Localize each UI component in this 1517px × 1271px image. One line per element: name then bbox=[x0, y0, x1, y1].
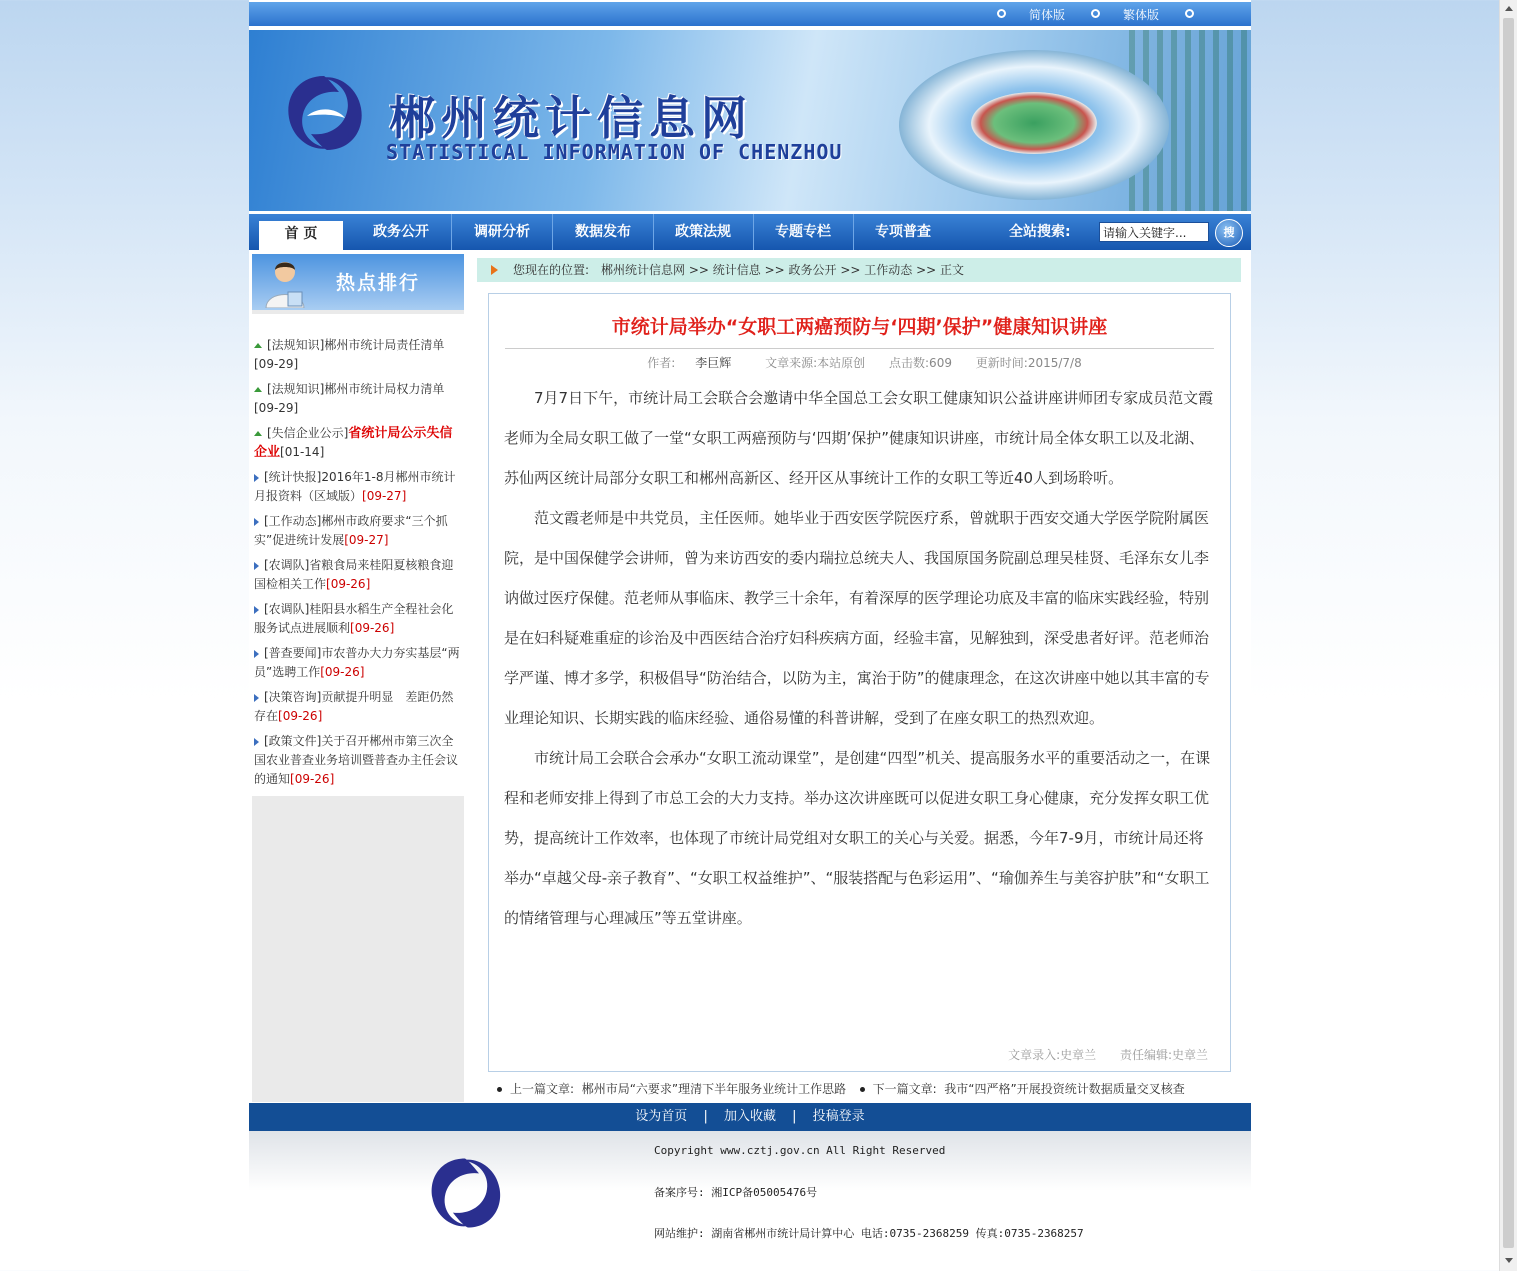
arrow-right-icon bbox=[254, 518, 259, 526]
next-label: 下一篇文章: bbox=[872, 1082, 937, 1096]
nav-data-release[interactable]: 数据发布 bbox=[553, 214, 654, 250]
list-item[interactable]: [统计快报]2016年1-8月郴州市统计月报资料（区域版）[09-27] bbox=[254, 470, 456, 503]
update-time: 更新时间:2015/7/8 bbox=[975, 356, 1082, 370]
nav-policy[interactable]: 政策法规 bbox=[653, 214, 754, 250]
author-label: 作者: bbox=[647, 356, 676, 370]
article-body bbox=[504, 378, 1214, 938]
article bbox=[488, 293, 1231, 1072]
main-nav bbox=[249, 214, 1251, 250]
list-item[interactable]: [农调队]桂阳县水稻生产全程社会化服务试点进展顺利[09-26] bbox=[254, 602, 454, 635]
list-item[interactable]: [法规知识]郴州市统计局责任清单 [09-29] bbox=[254, 338, 445, 371]
scroll-up-icon[interactable] bbox=[1505, 6, 1513, 11]
banner bbox=[249, 30, 1251, 211]
copyright: Copyright www.cztj.gov.cn All Right Reserved bbox=[654, 1144, 946, 1157]
submit-login-link[interactable]: 投稿登录 bbox=[812, 1109, 865, 1124]
nav-home[interactable]: 首 页 bbox=[259, 221, 343, 250]
simplified-link[interactable]: 简体版 bbox=[1029, 8, 1066, 22]
entered-by: 文章录入:史章兰 bbox=[1008, 1048, 1097, 1062]
list-item[interactable]: [失信企业公示]省统计局公示失信企业[01-14] bbox=[254, 426, 453, 460]
arrow-up-icon bbox=[254, 431, 262, 436]
page bbox=[249, 0, 1251, 1271]
arrow-right-icon bbox=[254, 562, 259, 570]
list-item[interactable]: [农调队]省粮食局来桂阳夏核粮食迎国检相关工作[09-26] bbox=[254, 558, 454, 591]
list-item[interactable]: [法规知识]郴州市统计局权力清单 [09-29] bbox=[254, 382, 445, 415]
nav-topics[interactable]: 专题专栏 bbox=[753, 214, 854, 250]
hot-ranking-header bbox=[252, 254, 464, 310]
sidebar bbox=[252, 254, 464, 1102]
arrow-up-icon bbox=[254, 343, 262, 348]
prev-label: 上一篇文章: bbox=[510, 1082, 575, 1096]
article-footer-meta bbox=[988, 1046, 1208, 1063]
list-item[interactable]: [决策咨询]贡献提升明显 差距仍然存在[09-26] bbox=[254, 690, 454, 723]
search-label: 全站搜索: bbox=[1009, 224, 1071, 240]
next-article-link[interactable]: 我市“四严格”开展投资统计数据质量交叉核查 bbox=[944, 1082, 1185, 1096]
click-count: 点击数:609 bbox=[889, 356, 952, 370]
scroll-thumb[interactable] bbox=[1503, 18, 1514, 1248]
article-paragraph: 7月7日下午，市统计局工会联合会邀请中华全国总工会女职工健康知识公益讲座讲师团专家成员范文霞老师为全局女职工做了一堂“女职工两癌预防与‘四期’保护”健康知识讲座，市统计局全体女职工以及北湖、苏仙两区统计局部分女职工和郴州高新区、经开区从事统计工作的女职工等近40人到场聆听。 bbox=[504, 389, 1214, 487]
nav-gov-affairs[interactable]: 政务公开 bbox=[351, 214, 452, 250]
footer bbox=[249, 1131, 1251, 1253]
bullet-icon bbox=[997, 9, 1006, 18]
site-logo-icon bbox=[279, 68, 369, 158]
list-item[interactable]: [工作动态]郴州市政府要求“三个抓实”促进统计发展[09-27] bbox=[254, 514, 448, 547]
traditional-link[interactable]: 繁体版 bbox=[1123, 8, 1160, 22]
arrow-right-icon bbox=[254, 694, 259, 702]
arrow-up-icon bbox=[254, 387, 262, 392]
breadcrumb bbox=[477, 258, 1241, 282]
bullet-icon bbox=[860, 1087, 865, 1092]
bullet-icon bbox=[1091, 9, 1100, 18]
top-bar bbox=[249, 2, 1251, 26]
prev-article-link[interactable]: 郴州市局“六要求”理清下半年服务业统计工作思路 bbox=[581, 1082, 847, 1096]
stadium-field bbox=[971, 92, 1097, 154]
arrow-right-icon bbox=[254, 606, 259, 614]
article-paragraph: 市统计局工会联合会承办“女职工流动课堂”，是创建“四型”机关、提高服务水平的重要活动之一，在课程和老师安排上得到了市总工会的大力支持。举办这次讲座既可以促进女职工身心健康，充分发挥女职工优势，提高统计工作效率，也体现了市统计局党组对女职工的关心与关爱。据悉，今年7-9月，市统计局还将举办“卓越父母-亲子教育”、“女职工权益维护”、“服装搭配与色彩运用”、“瑜伽养生与美容护肤”和“女职工的情绪管理与心理减压”等五堂讲座。 bbox=[504, 749, 1211, 927]
vertical-scrollbar[interactable] bbox=[1499, 0, 1517, 1271]
breadcrumb-text[interactable]: 您现在的位置: 郴州统计信息网 >> 统计信息 >> 政务公开 >> 工作动态 >> 正文 bbox=[513, 263, 964, 277]
scroll-down-icon[interactable] bbox=[1505, 1258, 1513, 1263]
search-input[interactable] bbox=[1099, 222, 1209, 242]
article-source: 文章来源:本站原创 bbox=[765, 356, 866, 370]
hot-ranking-list bbox=[252, 314, 464, 796]
divider bbox=[505, 348, 1214, 349]
doctor-avatar-icon bbox=[262, 258, 308, 308]
footer-logo-icon bbox=[421, 1151, 509, 1235]
site-subtitle: STATISTICAL INFORMATION OF CHENZHOU bbox=[386, 140, 843, 164]
article-meta bbox=[489, 354, 1230, 371]
nav-research[interactable]: 调研分析 bbox=[452, 214, 553, 250]
site-title: 郴州统计信息网 bbox=[389, 91, 753, 145]
bullet-icon bbox=[497, 1087, 502, 1092]
add-favorite-link[interactable]: 加入收藏 bbox=[723, 1109, 776, 1124]
hot-ranking-title: 热点排行 bbox=[336, 272, 421, 294]
bullet-icon bbox=[1185, 9, 1194, 18]
responsible-editor: 责任编辑:史章兰 bbox=[1119, 1048, 1208, 1062]
article-paragraph: 范文霞老师是中共党员，主任医师。她毕业于西安医学院医疗系，曾就职于西安交通大学医学院附属医院，是中国保健学会讲师，曾为来访西安的委内瑞拉总统夫人、我国原国务院副总理吴桂贤、毛泽东女儿李讷做过医疗保健。范老师从事临床、教学三十余年，有着深厚的医学理论功底及丰富的临床实践经验，特别是在妇科疑难重症的诊治及中西医结合治疗妇科疾病方面，经验丰富，见解独到，深受患者好评。范老师治学严谨、博才多学，积极倡导“防治结合，以防为主，寓治于防”的健康理念，在这次讲座中她以其丰富的专业理论知识、长期实践的临床经验、通俗易懂的科普讲解，受到了在座女职工的热烈欢迎。 bbox=[504, 509, 1210, 727]
prev-next-links bbox=[495, 1080, 1255, 1097]
nav-census[interactable]: 专项普查 bbox=[875, 224, 931, 240]
arrow-right-icon bbox=[254, 738, 259, 746]
author-name: 李巨辉 bbox=[695, 356, 732, 370]
article-title: 市统计局举办“女职工两癌预防与‘四期’保护”健康知识讲座 bbox=[611, 316, 1108, 338]
list-item[interactable]: [政策文件]关于召开郴州市第三次全国农业普查业务培训暨普查办主任会议的通知[09-26] bbox=[254, 734, 459, 786]
arrow-right-icon bbox=[254, 650, 259, 658]
icp-record: 备案序号: 湘ICP备05005476号 bbox=[654, 1186, 818, 1199]
arrow-right-icon bbox=[254, 474, 259, 482]
footer-nav: 设为首页 | 加入收藏 | 投稿登录 bbox=[249, 1103, 1251, 1131]
list-item[interactable]: [普查要闻]市农普办大力夯实基层“两员”选聘工作[09-26] bbox=[254, 646, 460, 679]
search-button[interactable]: 搜 bbox=[1215, 219, 1243, 247]
set-homepage-link[interactable]: 设为首页 bbox=[635, 1109, 688, 1124]
maintainer-info: 网站维护: 湖南省郴州市统计局计算中心 电话:0735-2368259 传真:0735-2368257 bbox=[654, 1227, 1084, 1240]
arrow-right-icon bbox=[491, 265, 498, 275]
